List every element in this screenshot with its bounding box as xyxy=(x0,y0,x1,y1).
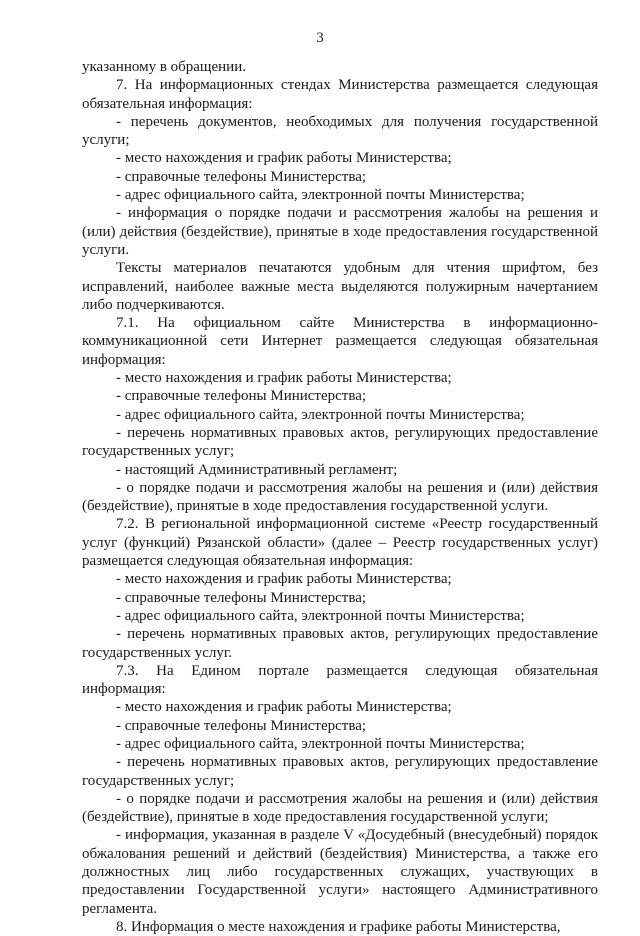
paragraph: - место нахождения и график работы Министерства; xyxy=(116,370,452,387)
paragraph: - справочные телефоны Министерства; xyxy=(116,168,367,185)
paragraph: - место нахождения и график работы Министерства; xyxy=(116,699,452,716)
paragraph: - место нахождения и график работы Министерства; xyxy=(116,571,452,588)
paragraph: - перечень нормативных правовых актов, регулирующих предоставление государственных услуг. xyxy=(82,626,598,661)
paragraph: - информация, указанная в разделе V «Досудебный (внесудебный) порядок обжалования решений и действий (бездействия) Министерства, а также его должностных лиц либо государственных служащих, участвующих в предоставлении Государственной услуги» настоящего Административного регламента. xyxy=(82,827,598,917)
paragraph: - место нахождения и график работы Министерства; xyxy=(116,150,452,167)
paragraph: - о порядке подачи и рассмотрения жалобы на решения и (или) действия (бездействие), принятые в ходе предоставления государственной услуги. xyxy=(82,479,598,515)
paragraph: - информация о порядке подачи и рассмотрения жалобы на решения и (или) действия (бездействие), принятые в ходе предоставления государственной услуги. xyxy=(82,205,598,258)
paragraph: - адрес официального сайта, электронной почты Министерства; xyxy=(116,406,525,423)
paragraph: 8. Информация о месте нахождения и графике работы Министерства, xyxy=(116,918,561,935)
paragraph: - перечень документов, необходимых для получения государственной услуги; xyxy=(82,113,598,149)
paragraph: 7.3. На Едином портале размещается следующая обязательная информация: xyxy=(82,662,598,698)
paragraph: - справочные телефоны Министерства; xyxy=(116,388,367,405)
paragraph: 7.2. В региональной информационной системе «Реестр государственный услуг (функций) Рязанской области» (далее – Реестр государственных услуг) размещается следующая обязательная информация: xyxy=(82,516,598,570)
paragraph: - перечень нормативных правовых актов, регулирующих предоставление государственных услуг; xyxy=(82,424,598,460)
paragraph: 7. На информационных стендах Министерства размещается следующая обязательная информация: xyxy=(82,77,598,112)
paragraph: Тексты материалов печатаются удобным для чтения шрифтом, без исправлений, наиболее важные места выделяются полужирным начертанием либо подчеркиваются. xyxy=(82,260,598,313)
paragraph: 7.1. На официальном сайте Министерства в информационно-коммуникационной сети Интернет размещается следующая обязательная информация: xyxy=(82,315,598,368)
paragraph: - адрес официального сайта, электронной почты Министерства; xyxy=(116,187,525,204)
paragraph: - адрес официального сайта, электронной почты Министерства; xyxy=(116,607,525,624)
paragraph: - о порядке подачи и рассмотрения жалобы на решения и (или) действия (бездействие), принятые в ходе предоставления государственной услуги; xyxy=(82,790,598,826)
paragraph: указанному в обращении. xyxy=(82,59,246,75)
paragraph: - перечень нормативных правовых актов, регулирующих предоставление государственных услуг; xyxy=(82,754,598,789)
document-body xyxy=(82,58,598,936)
paragraph: - справочные телефоны Министерства; xyxy=(116,589,367,606)
paragraph: - адрес официального сайта, электронной почты Министерства; xyxy=(116,735,525,752)
paragraph: - настоящий Административный регламент; xyxy=(116,461,398,478)
paragraph: - справочные телефоны Министерства; xyxy=(116,717,367,734)
page-number: 3 xyxy=(316,30,324,46)
